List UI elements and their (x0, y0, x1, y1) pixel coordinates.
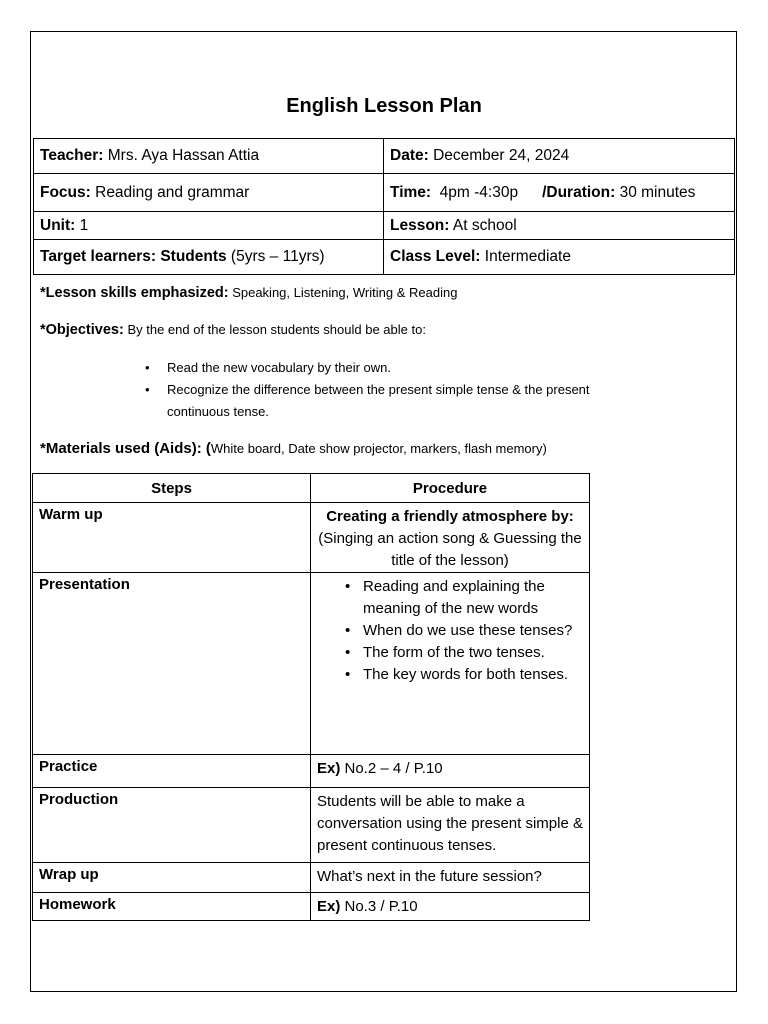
list-item: • When do we use these tenses? (345, 620, 583, 642)
materials-label: *Materials used (Aids): ( (40, 440, 211, 457)
duration-value: 30 minutes (615, 183, 696, 201)
materials-used (40, 440, 547, 457)
time-value: 4pm -4:30p (431, 183, 519, 201)
date-value: December 24, 2024 (428, 147, 570, 164)
skills-label: *Lesson skills emphasized: (40, 285, 229, 301)
unit-value: 1 (75, 216, 89, 234)
lesson-cell (384, 212, 735, 240)
focus-label: Focus: (40, 183, 91, 201)
lesson-info-table (33, 138, 735, 275)
step-practice: Practice (33, 755, 311, 788)
table-row (33, 893, 590, 921)
list-item: • The key words for both tenses. (345, 664, 583, 686)
practice-ex-value: No.2 – 4 / P.10 (340, 760, 443, 777)
procedure-warm-up (311, 503, 590, 573)
class-level-cell (384, 240, 735, 275)
warm-up-text: (Singing an action song & Guessing the title of the lesson) (318, 530, 582, 569)
procedure-header: Procedure (311, 474, 590, 503)
materials-value: White board, Date show projector, markers, flash memory) (210, 441, 547, 456)
date-label: Date: (390, 147, 429, 164)
step-production: Production (33, 788, 311, 863)
time-cell (384, 174, 735, 212)
procedure-homework (311, 893, 590, 921)
objectives-label: *Objectives: (40, 322, 124, 338)
lesson-label: Lesson: (390, 216, 450, 234)
objectives-value: By the end of the lesson students should be able to: (123, 322, 426, 337)
target-learners-label: Target learners: Students (40, 248, 227, 265)
warm-up-heading: Creating a friendly atmosphere by: (326, 508, 574, 525)
target-learners-cell (34, 240, 384, 275)
table-row (33, 573, 590, 755)
steps-header: Steps (33, 474, 311, 503)
teacher-value: Mrs. Aya Hassan Attia (103, 147, 260, 164)
homework-ex-value: No.3 / P.10 (340, 898, 418, 915)
objectives-list (145, 357, 615, 423)
info-row (34, 139, 735, 174)
table-row (33, 503, 590, 573)
table-row (33, 788, 590, 863)
homework-ex-label: Ex) (317, 898, 341, 915)
list-item: • Reading and explaining the meaning of the new words (345, 576, 583, 620)
table-header-row (33, 474, 590, 503)
page-title: English Lesson Plan (286, 95, 482, 117)
class-level-label: Class Level: (390, 248, 481, 265)
procedure-presentation (311, 573, 590, 755)
procedure-table (32, 473, 590, 921)
class-level-value: Intermediate (480, 248, 571, 265)
table-row (33, 755, 590, 788)
step-homework: Homework (33, 893, 311, 921)
presentation-list (317, 576, 583, 686)
target-learners-value: (5yrs – 11yrs) (226, 248, 325, 265)
list-item: • The form of the two tenses. (345, 642, 583, 664)
step-presentation: Presentation (33, 573, 311, 755)
procedure-wrap-up: What’s next in the future session? (311, 863, 590, 893)
time-label: Time: (390, 183, 432, 201)
skills-value: Speaking, Listening, Writing & Reading (228, 285, 458, 300)
procedure-practice (311, 755, 590, 788)
focus-cell (34, 174, 384, 212)
lesson-skills (40, 285, 457, 301)
info-row (34, 212, 735, 240)
procedure-production: Students will be able to make a conversation using the present simple & present continuous tenses. (311, 788, 590, 863)
table-row (33, 863, 590, 893)
teacher-label: Teacher: (40, 147, 104, 164)
objectives (40, 322, 426, 338)
unit-cell (34, 212, 384, 240)
duration-label: /Duration: (542, 183, 616, 201)
teacher-cell (34, 139, 384, 174)
list-item: • Recognize the difference between the present simple tense & the present continuous tense. (145, 379, 615, 423)
info-row (34, 174, 735, 212)
info-row (34, 240, 735, 275)
unit-label: Unit: (40, 216, 76, 234)
focus-value: Reading and grammar (90, 183, 250, 201)
list-item: • Read the new vocabulary by their own. (145, 357, 615, 379)
lesson-value: At school (449, 216, 517, 234)
step-wrap-up: Wrap up (33, 863, 311, 893)
practice-ex-label: Ex) (317, 760, 341, 777)
step-warm-up: Warm up (33, 503, 311, 573)
date-cell (384, 139, 735, 174)
